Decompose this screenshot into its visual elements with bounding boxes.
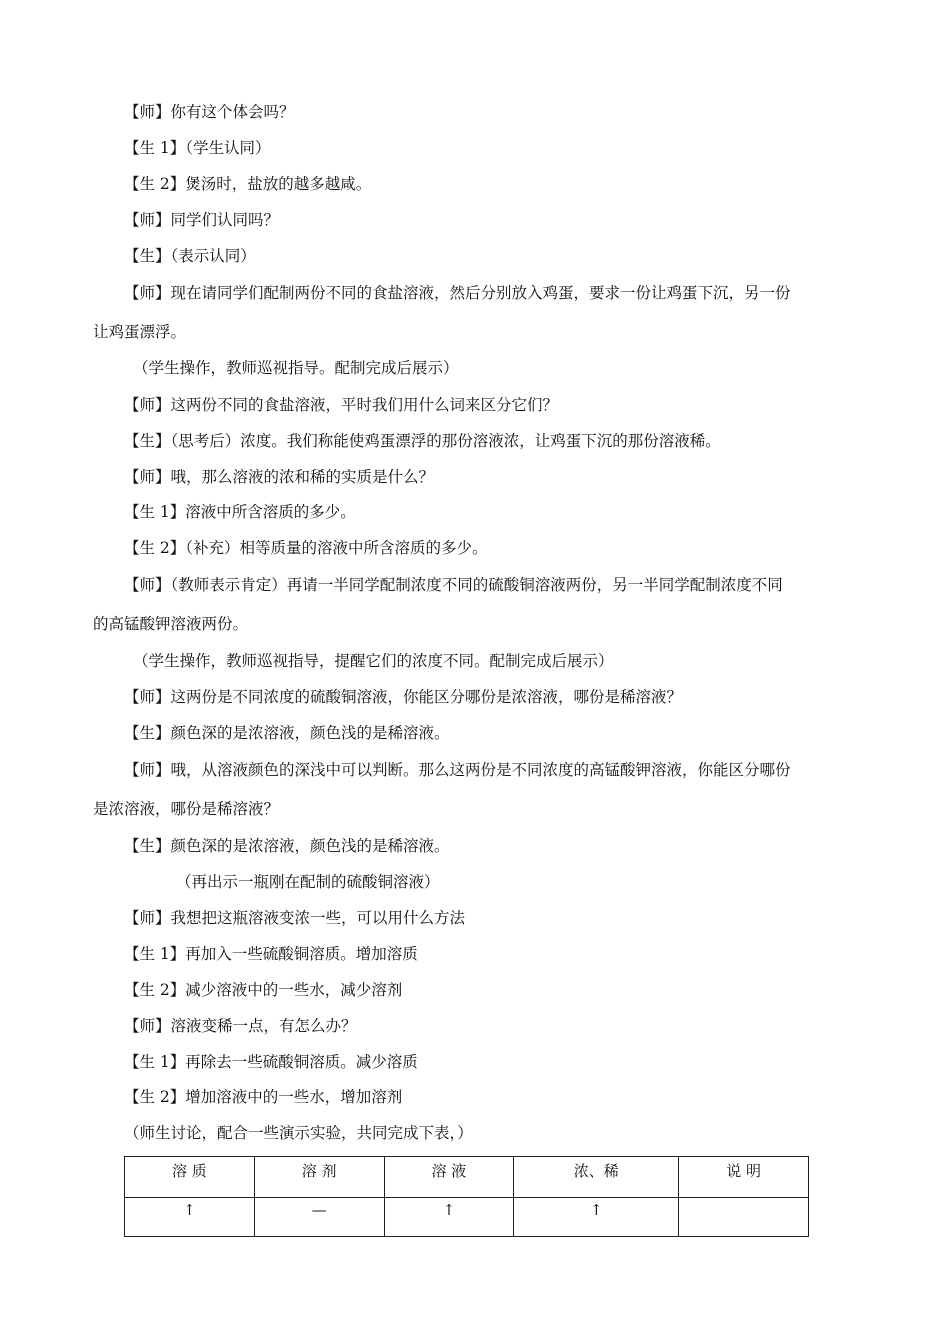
dialogue-line: 【生】颜色深的是浓溶液，颜色浅的是稀溶液。 [124, 837, 450, 855]
dialogue-line: 【师】同学们认同吗？ [124, 211, 280, 229]
header-cell-solution: 溶 液 [384, 1157, 514, 1198]
cell-solution: ↑ [384, 1198, 514, 1237]
dialogue-line: 【生 2】增加溶液中的一些水，增加溶剂 [124, 1088, 403, 1106]
dialogue-line: 【生】（思考后）浓度。我们称能使鸡蛋漂浮的那份溶液浓，让鸡蛋下沉的那份溶液稀。 [124, 432, 721, 450]
dialogue-line: 【生 1】溶液中所含溶质的多少。 [124, 503, 356, 521]
table-header-row [125, 1157, 809, 1198]
dialogue-line: 【师】现在请同学们配制两份不同的食盐溶液，然后分别放入鸡蛋，要求一份让鸡蛋下沉，另一份 [124, 284, 791, 302]
dialogue-line-continuation: 的高锰酸钾溶液两份。 [93, 615, 249, 633]
stage-direction: （学生操作，教师巡视指导，提醒它们的浓度不同。配制完成后展示） [133, 652, 614, 670]
dialogue-line: 【生 2】减少溶液中的一些水，减少溶剂 [124, 981, 403, 999]
table-row [125, 1198, 809, 1237]
concentration-table [124, 1156, 809, 1237]
dialogue-line: 【生 1】（学生认同） [124, 139, 271, 157]
dialogue-line: 【师】哦，从溶液颜色的深浅中可以判断。那么这两份是不同浓度的高锰酸钾溶液，你能区分哪份 [124, 761, 791, 779]
dialogue-line: 【生 2】（补充）相等质量的溶液中所含溶质的多少。 [124, 539, 488, 557]
dialogue-line: 【师】哦，那么溶液的浓和稀的实质是什么？ [124, 468, 435, 486]
dialogue-line: 【师】这两份不同的食盐溶液，平时我们用什么词来区分它们？ [124, 396, 559, 414]
dialogue-line-continuation: 让鸡蛋漂浮。 [93, 323, 187, 341]
dialogue-line: 【师】你有这个体会吗？ [124, 103, 295, 121]
header-cell-solute: 溶 质 [125, 1157, 255, 1198]
dialogue-line: 【生 2】煲汤时，盐放的越多越咸。 [124, 175, 372, 193]
dialogue-line: 【生 1】再除去一些硫酸铜溶质。减少溶质 [124, 1053, 418, 1071]
dialogue-line: 【生】颜色深的是浓溶液，颜色浅的是稀溶液。 [124, 724, 450, 742]
dialogue-line: 【生】（表示认同） [124, 247, 256, 265]
cell-solute: ↑ [125, 1198, 255, 1237]
header-cell-note: 说 明 [679, 1157, 809, 1198]
dialogue-line: 【师】我想把这瓶溶液变浓一些，可以用什么方法 [124, 909, 466, 927]
stage-direction: （再出示一瓶刚在配制的硫酸铜溶液） [176, 873, 440, 891]
stage-direction: （学生操作，教师巡视指导。配制完成后展示） [133, 359, 459, 377]
stage-direction: （师生讨论，配合一些演示实验，共同完成下表，） [124, 1124, 473, 1142]
header-cell-solvent: 溶 剂 [254, 1157, 384, 1198]
dialogue-line: 【师】这两份是不同浓度的硫酸铜溶液，你能区分哪份是浓溶液，哪份是稀溶液？ [124, 688, 683, 706]
dialogue-line-continuation: 是浓溶液，哪份是稀溶液？ [93, 800, 280, 818]
dialogue-line: 【师】（教师表示肯定）再请一半同学配制浓度不同的硫酸铜溶液两份，另一半同学配制浓度不同 [124, 576, 783, 594]
cell-note [679, 1198, 809, 1237]
cell-solvent: — [254, 1198, 384, 1237]
dialogue-line: 【生 1】再加入一些硫酸铜溶质。增加溶质 [124, 945, 418, 963]
dialogue-line: 【师】溶液变稀一点，有怎么办？ [124, 1017, 357, 1035]
cell-concentration: ↑ [514, 1198, 679, 1237]
header-cell-concentration: 浓、稀 [514, 1157, 679, 1198]
